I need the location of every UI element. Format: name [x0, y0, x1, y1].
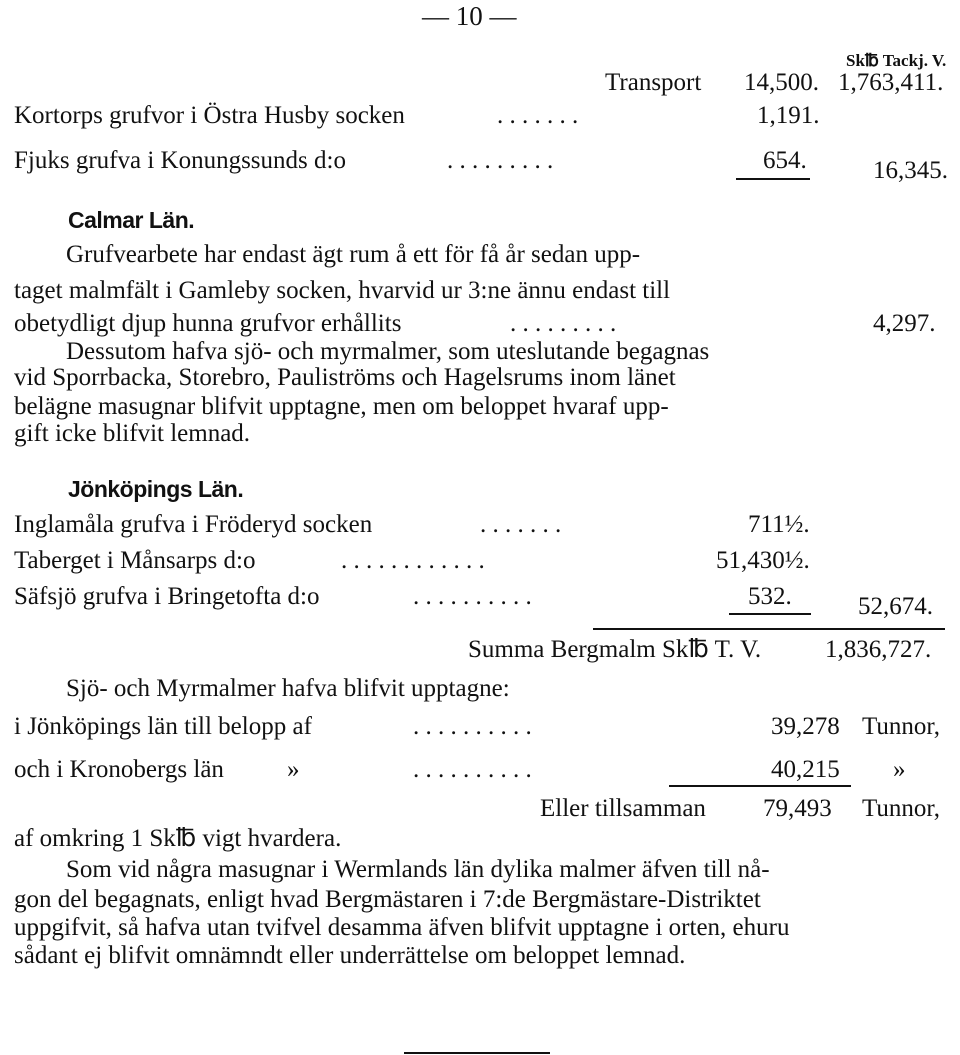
calmar-note-4: gift icke blifvit lemnad.: [14, 420, 251, 447]
row-taberget-label: Taberget i Månsarps d:o: [14, 547, 256, 574]
closing-line-3: gon del begagnats, enligt hvad Bergmästaren i 7:de Bergmästare-Distriktet: [14, 886, 761, 913]
row-fjuks-total: 16,345.: [873, 157, 948, 184]
row-safsjo-leader: . . . . . . . . . .: [413, 583, 532, 610]
closing-line-2: Som vid några masugnar i Wermlands län dylika malmer äfven till nå-: [66, 856, 770, 883]
row-kronoberg-myr-label: och i Kronobergs län: [14, 756, 224, 783]
page-number: — 10 —: [422, 1, 517, 31]
row-fjuks-label: Fjuks grufva i Konungssunds d:o: [14, 147, 346, 174]
myrmalmer-sum-label: Eller tillsamman: [540, 795, 706, 822]
section-heading-jonkoping: Jönköpings Län.: [68, 476, 244, 502]
column-header: Sk℔ Tackj. V.: [846, 51, 947, 70]
section-heading-calmar: Calmar Län.: [68, 207, 195, 233]
row-fjuks-amount: 654.: [763, 147, 807, 174]
summa-label: Summa Bergmalm Sk℔ T. V.: [468, 636, 762, 663]
myrmalmer-rule: [669, 785, 851, 787]
row-kortorps-leader: . . . . . . .: [497, 102, 579, 129]
myrmalmer-sum-amount: 79,493: [763, 795, 832, 822]
row-safsjo-label: Säfsjö grufva i Bringetofta d:o: [14, 583, 320, 610]
row-kronoberg-myr-unit: »: [893, 756, 906, 783]
summa-total: 1,836,727.: [825, 636, 932, 663]
row-kronoberg-myr-amount: 40,215: [771, 756, 840, 783]
calmar-leader: . . . . . . . . .: [510, 310, 617, 337]
row-kortorps-amount: 1,191.: [757, 102, 820, 129]
row-taberget-amount: 51,430½.: [716, 547, 810, 574]
transport-total: 1,763,411.: [838, 69, 944, 96]
row-jonkoping-myr-leader: . . . . . . . . . .: [413, 713, 532, 740]
row-jonkoping-myr-unit: Tunnor,: [862, 713, 940, 740]
calmar-note-3: belägne masugnar blifvit upptagne, men om beloppet hvaraf upp-: [14, 393, 669, 420]
calmar-note-2: vid Sporrbacka, Storebro, Pauliströms och Hagelsrums inom länet: [14, 364, 676, 391]
transport-amount: 14,500.: [744, 69, 819, 96]
myrmalmer-intro: Sjö- och Myrmalmer hafva blifvit upptagne:: [66, 675, 510, 702]
calmar-total: 4,297.: [873, 310, 936, 337]
row-jonkoping-myr-label: i Jönköpings län till belopp af: [14, 713, 312, 740]
row-inglamala-label: Inglamåla grufva i Fröderyd socken: [14, 511, 373, 538]
row-taberget-leader: . . . . . . . . . . . .: [341, 547, 485, 574]
bottom-rule: [404, 1052, 550, 1054]
closing-line-4: uppgifvit, så hafva utan tvifvel desamma äfven blifvit upptagne i orten, ehuru: [14, 914, 790, 941]
subtotal-rule-2: [729, 613, 811, 615]
transport-label: Transport: [605, 69, 702, 96]
subtotal-rule: [736, 178, 810, 180]
calmar-line-3: obetydligt djup hunna grufvor erhållits: [14, 310, 402, 337]
row-kortorps-label: Kortorps grufvor i Östra Husby socken: [14, 102, 405, 129]
row-fjuks-leader: . . . . . . . . .: [447, 147, 554, 174]
row-kronoberg-myr-ditto: »: [287, 756, 300, 783]
calmar-line-2: taget malmfält i Gamleby socken, hvarvid ur 3:ne ännu endast till: [14, 277, 671, 304]
row-safsjo-total: 52,674.: [858, 593, 933, 620]
closing-line-1: af omkring 1 Sk℔ vigt hvardera.: [14, 825, 342, 852]
calmar-line-1: Grufvearbete har endast ägt rum å ett för få år sedan upp-: [66, 241, 641, 268]
row-inglamala-leader: . . . . . . .: [480, 511, 562, 538]
row-kronoberg-myr-leader: . . . . . . . . . .: [413, 756, 532, 783]
calmar-note-1: Dessutom hafva sjö- och myrmalmer, som uteslutande begagnas: [66, 338, 710, 365]
row-jonkoping-myr-amount: 39,278: [771, 713, 840, 740]
row-safsjo-amount: 532.: [748, 583, 792, 610]
closing-line-5: sådant ej blifvit omnämndt eller underrättelse om beloppet lemnad.: [14, 942, 686, 969]
grand-total-rule: [593, 628, 945, 630]
myrmalmer-sum-unit: Tunnor,: [862, 795, 940, 822]
row-inglamala-amount: 711½.: [748, 511, 810, 538]
